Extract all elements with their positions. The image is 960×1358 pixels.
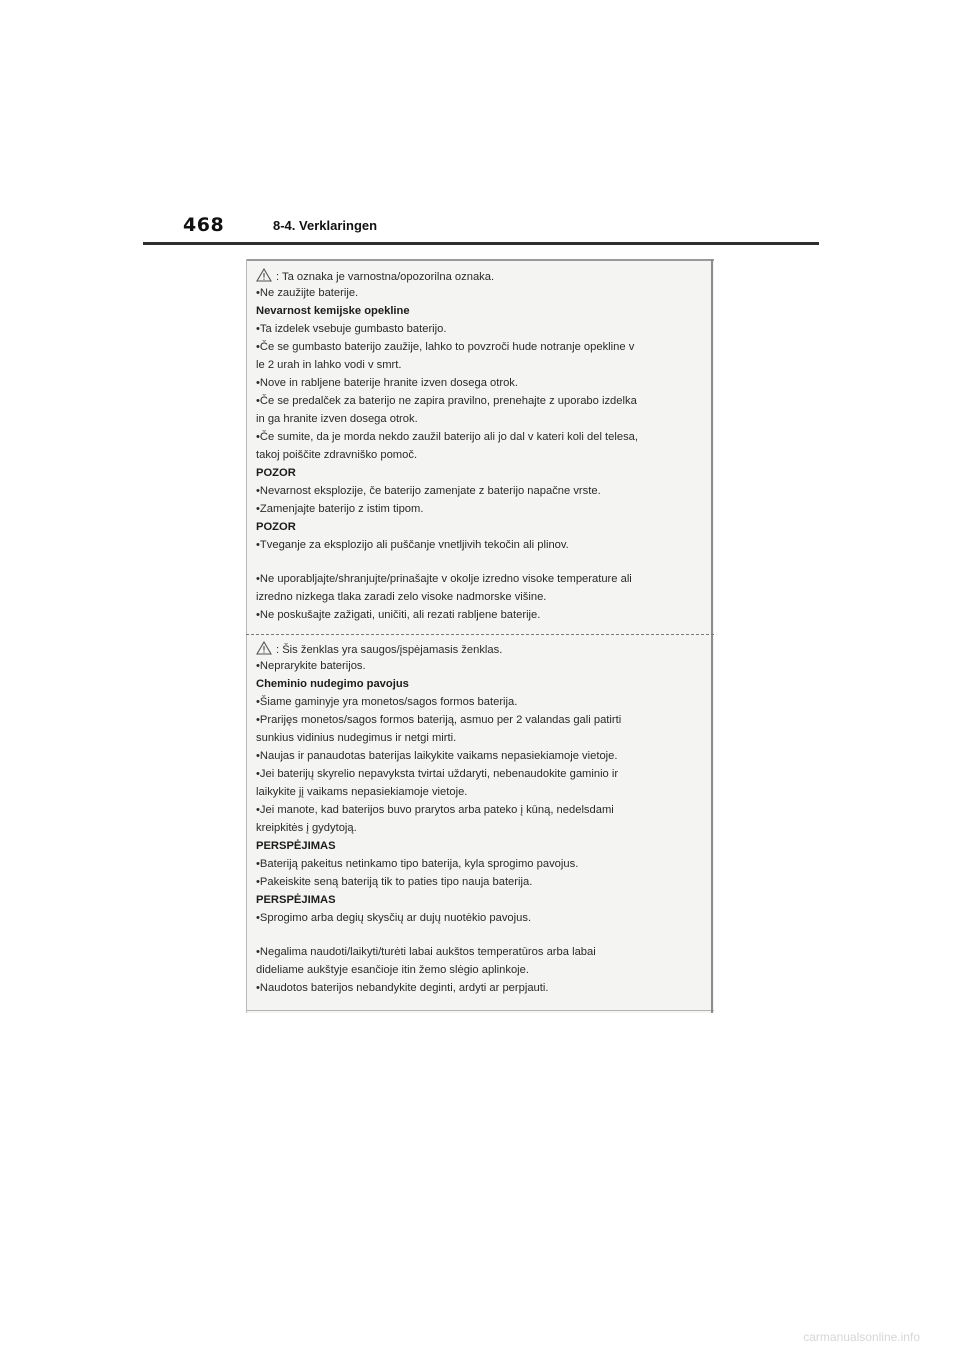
slovene-warning-text: : Ta oznaka je varnostna/opozorilna oznaka. bbox=[276, 271, 495, 283]
lithuanian-line: •Neprarykite baterijos. bbox=[256, 660, 366, 672]
slovene-line: •Če sumite, da je morda nekdo zaužil baterijo ali jo dal v kateri koli del telesa, bbox=[256, 431, 638, 443]
lithuanian-warning-line bbox=[256, 641, 502, 657]
scan-border-left bbox=[246, 259, 247, 1013]
slovene-heading: Nevarnost kemijske opekline bbox=[256, 305, 410, 317]
slovene-line: •Ta izdelek vsebuje gumbasto baterijo. bbox=[256, 323, 447, 335]
page-number: 468 bbox=[183, 214, 225, 236]
header-rule bbox=[143, 242, 819, 245]
slovene-line: in ga hranite izven dosega otrok. bbox=[256, 413, 418, 425]
warning-triangle-icon bbox=[256, 641, 272, 655]
slovene-line: •Če se predalček za baterijo ne zapira pravilno, prenehajte z uporabo izdelka bbox=[256, 395, 637, 407]
slovene-warning-line bbox=[256, 268, 494, 284]
scan-border-bottom bbox=[246, 1010, 714, 1011]
slovene-line: •Ne zaužijte baterije. bbox=[256, 287, 359, 299]
slovene-line: •Tveganje za eksplozijo ali puščanje vnetljivih tekočin ali plinov. bbox=[256, 539, 569, 551]
lithuanian-line: •Bateriją pakeitus netinkamo tipo baterija, kyla sprogimo pavojus. bbox=[256, 858, 579, 870]
lithuanian-line: •Naudotos baterijos nebandykite deginti, ardyti ar perpjauti. bbox=[256, 982, 549, 994]
footer-watermark: carmanualsonline.info bbox=[803, 1330, 920, 1344]
slovene-line: •Ne uporabljajte/shranjujte/prinašajte v okolje izredno visoke temperature ali bbox=[256, 573, 632, 585]
slovene-line: •Ne poskušajte zažigati, uničiti, ali rezati rabljene baterije. bbox=[256, 609, 541, 621]
lithuanian-line: •Prarijęs monetos/sagos formos bateriją, asmuo per 2 valandas gali patirti bbox=[256, 714, 622, 726]
lithuanian-line: •Šiame gaminyje yra monetos/sagos formos baterija. bbox=[256, 696, 518, 708]
warning-triangle-icon bbox=[256, 268, 272, 282]
slovene-line: le 2 urah in lahko vodi v smrt. bbox=[256, 359, 402, 371]
lithuanian-line: •Sprogimo arba degių skysčių ar dujų nuotėkio pavojus. bbox=[256, 912, 532, 924]
slovene-line: •Nevarnost eksplozije, če baterijo zamenjate z baterijo napačne vrste. bbox=[256, 485, 601, 497]
lithuanian-line: laikykite jį vaikams nepasiekiamoje vietoje. bbox=[256, 786, 468, 798]
slovene-line: takoj poiščite zdravniško pomoč. bbox=[256, 449, 418, 461]
slovene-line: •Zamenjajte baterijo z istim tipom. bbox=[256, 503, 424, 515]
slovene-heading: POZOR bbox=[256, 521, 296, 533]
lithuanian-heading: PERSPĖJIMAS bbox=[256, 894, 336, 906]
lithuanian-line: sunkius vidinius nudegimus ir netgi mirti. bbox=[256, 732, 457, 744]
slovene-heading: POZOR bbox=[256, 467, 296, 479]
section-title: 8-4. Verklaringen bbox=[273, 218, 378, 233]
lithuanian-line: •Naujas ir panaudotas baterijas laikykite vaikams nepasiekiamoje vietoje. bbox=[256, 750, 618, 762]
lithuanian-warning-text: : Šis ženklas yra saugos/įspėjamasis ženklas. bbox=[276, 644, 503, 656]
lithuanian-line: •Jei manote, kad baterijos buvo prarytos arba pateko į kūną, nedelsdami bbox=[256, 804, 614, 816]
lithuanian-line: dideliame aukštyje esančioje itin žemo slėgio aplinkoje. bbox=[256, 964, 530, 976]
slovene-line: izredno nizkega tlaka zaradi zelo visoke nadmorske višine. bbox=[256, 591, 547, 603]
lithuanian-line: •Pakeiskite seną bateriją tik to paties tipo nauja baterija. bbox=[256, 876, 533, 888]
lithuanian-line: kreipkitės į gydytoją. bbox=[256, 822, 357, 834]
lithuanian-heading: Cheminio nudegimo pavojus bbox=[256, 678, 409, 690]
scan-divider bbox=[246, 634, 714, 636]
slovene-line: •Nove in rabljene baterije hranite izven dosega otrok. bbox=[256, 377, 519, 389]
slovene-line: •Če se gumbasto baterijo zaužije, lahko to povzroči hude notranje opekline v bbox=[256, 341, 635, 353]
scan-border-right bbox=[711, 259, 713, 1013]
lithuanian-line: •Jei baterijų skyrelio nepavyksta tvirtai uždaryti, nebenaudokite gaminio ir bbox=[256, 768, 619, 780]
lithuanian-line: •Negalima naudoti/laikyti/turėti labai aukštos temperatūros arba labai bbox=[256, 946, 596, 958]
lithuanian-heading: PERSPĖJIMAS bbox=[256, 840, 336, 852]
scan-border-top bbox=[246, 259, 714, 261]
